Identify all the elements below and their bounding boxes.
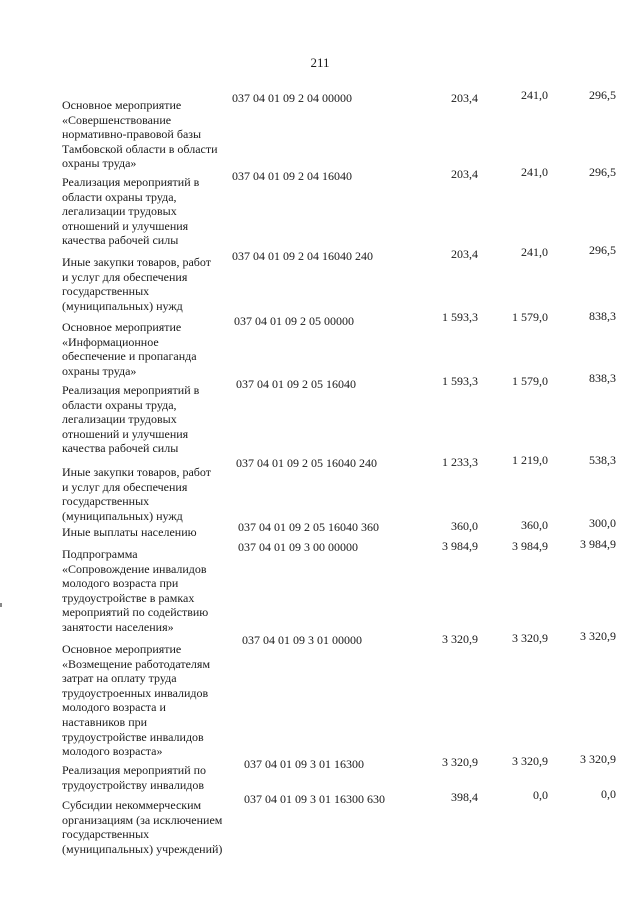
row-value-3: 296,5 xyxy=(589,165,616,179)
row-value-1: 3 320,9 xyxy=(442,632,478,646)
row-code: 037 04 01 09 2 05 00000 xyxy=(234,314,354,328)
row-name: Подпрограмма «Сопровождение инвалидов молодого возраста при трудоустройстве в рамках мероприятий по содействию занятости населения» xyxy=(62,547,209,634)
row-value-2: 3 320,9 xyxy=(512,631,548,645)
row-value-3: 296,5 xyxy=(589,88,616,102)
row-code: 037 04 01 09 3 01 00000 xyxy=(242,633,362,647)
row-value-1: 1 233,3 xyxy=(442,455,478,469)
row-value-1: 1 593,3 xyxy=(442,310,478,324)
row-value-2: 3 984,9 xyxy=(512,539,548,553)
row-value-1: 360,0 xyxy=(451,519,478,533)
row-name: Иные выплаты населению xyxy=(62,525,197,539)
row-value-1: 203,4 xyxy=(451,167,478,181)
scan-mark xyxy=(0,603,2,607)
row-value-3: 3 984,9 xyxy=(580,537,616,551)
row-code: 037 04 01 09 3 01 16300 xyxy=(244,757,364,771)
row-value-3: 538,3 xyxy=(589,453,616,467)
row-name: Реализация мероприятий в области охраны труда, легализации трудовых отношений и улучшения качества рабочей силы xyxy=(62,383,200,456)
row-value-3: 3 320,9 xyxy=(580,629,616,643)
row-name: Иные закупки товаров, работ и услуг для обеспечения государственных (муниципальных) нужд xyxy=(62,465,211,523)
row-value-2: 1 219,0 xyxy=(512,453,548,467)
row-name: Основное мероприятие «Совершенствование нормативно-правовой базы Тамбовской области в области охраны труда» xyxy=(62,98,218,171)
row-value-3: 0,0 xyxy=(601,787,616,801)
row-value-3: 838,3 xyxy=(589,309,616,323)
row-value-2: 241,0 xyxy=(521,165,548,179)
row-code: 037 04 01 09 2 04 00000 xyxy=(232,91,352,105)
row-value-1: 3 320,9 xyxy=(442,755,478,769)
row-code: 037 04 01 09 2 05 16040 360 xyxy=(238,520,379,534)
row-value-3: 300,0 xyxy=(589,516,616,530)
row-value-3: 296,5 xyxy=(589,243,616,257)
row-code: 037 04 01 09 3 01 16300 630 xyxy=(244,792,385,806)
row-code: 037 04 01 09 2 05 16040 240 xyxy=(236,456,377,470)
row-code: 037 04 01 09 2 05 16040 xyxy=(236,377,356,391)
row-value-2: 1 579,0 xyxy=(512,374,548,388)
row-value-1: 203,4 xyxy=(451,247,478,261)
row-name: Основное мероприятие «Информационное обеспечение и пропаганда охраны труда» xyxy=(62,320,197,378)
row-value-2: 1 579,0 xyxy=(512,310,548,324)
row-code: 037 04 01 09 2 04 16040 240 xyxy=(232,249,373,263)
row-value-2: 241,0 xyxy=(521,245,548,259)
row-value-2: 3 320,9 xyxy=(512,754,548,768)
row-name: Реализация мероприятий в области охраны труда, легализации трудовых отношений и улучшения качества рабочей силы xyxy=(62,175,200,248)
row-code: 037 04 01 09 2 04 16040 xyxy=(232,169,352,183)
row-name: Субсидии некоммерческим организациям (за исключением государственных (муниципальных) учреждений) xyxy=(62,798,223,856)
row-value-2: 241,0 xyxy=(521,88,548,102)
row-value-1: 1 593,3 xyxy=(442,374,478,388)
row-value-1: 398,4 xyxy=(451,790,478,804)
row-name: Иные закупки товаров, работ и услуг для обеспечения государственных (муниципальных) нужд xyxy=(62,255,211,313)
row-value-2: 360,0 xyxy=(521,518,548,532)
row-value-3: 3 320,9 xyxy=(580,752,616,766)
row-value-1: 203,4 xyxy=(451,91,478,105)
page-number: 211 xyxy=(310,55,330,70)
row-code: 037 04 01 09 3 00 00000 xyxy=(238,540,358,554)
row-value-2: 0,0 xyxy=(533,788,548,802)
row-name: Основное мероприятие «Возмещение работодателям затрат на оплату труда трудоустроенных инвалидов молодого возраста и наставников при трудоустройстве инвалидов молодого возраста» xyxy=(62,642,211,759)
row-name: Реализация мероприятий по трудоустройству инвалидов xyxy=(62,763,207,792)
row-value-3: 838,3 xyxy=(589,371,616,385)
row-value-1: 3 984,9 xyxy=(442,539,478,553)
